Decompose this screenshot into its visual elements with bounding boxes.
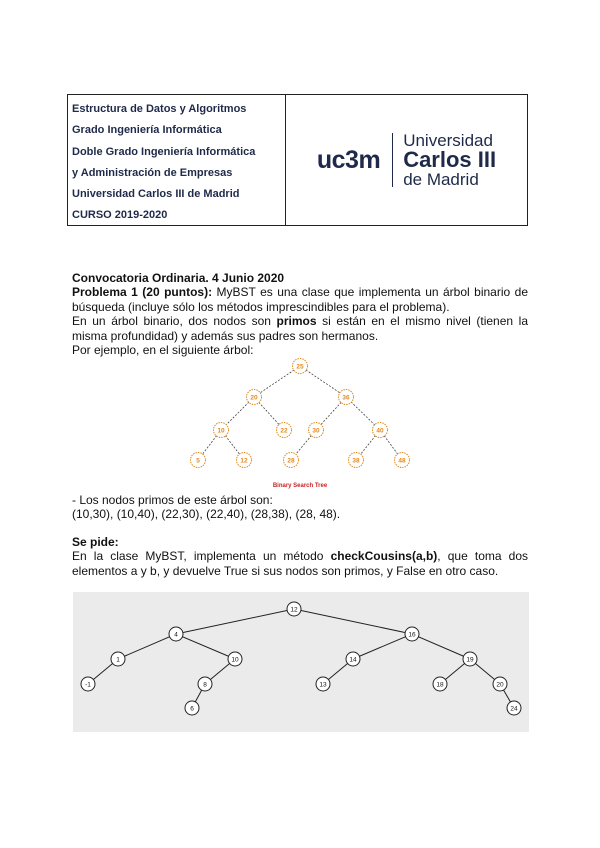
task-text [72, 549, 528, 578]
tree2-node-label: 20 [496, 681, 504, 689]
tree1-node [309, 423, 324, 438]
tree2-diagram [73, 592, 529, 732]
cousins-list: (10,30), (10,40), (22,30), (22,40), (28,38), (28, 48). [72, 507, 341, 521]
tree1-node-label: 12 [240, 457, 248, 465]
tree2-node-label: 10 [231, 656, 239, 664]
tree2-node-label: 4 [174, 631, 178, 639]
tree1-node-label: 25 [296, 363, 304, 371]
cousins-intro: - Los nodos primos de este árbol son: [72, 493, 273, 507]
tree1-node-label: 28 [287, 457, 295, 465]
logo-line2: Carlos III [403, 147, 497, 172]
tree1-node [191, 453, 206, 468]
tree2-node [169, 627, 183, 641]
tree2-node-label: 13 [319, 681, 327, 689]
tree2-node [228, 652, 242, 666]
tree1-node [339, 390, 354, 405]
exam-title: Convocatoria Ordinaria. 4 Junio 2020 [72, 271, 285, 285]
tree2-node [346, 652, 360, 666]
tree2-node-label: 8 [203, 681, 207, 689]
tree1-diagram [170, 352, 430, 492]
logo-short: uc3m [316, 145, 381, 174]
tree1-node-label: 48 [398, 457, 406, 465]
tree2-node-label: 18 [436, 681, 444, 689]
tree2-node [111, 652, 125, 666]
tree1-node [237, 453, 252, 468]
tree2-background [73, 592, 529, 732]
logo-line3: de Madrid [403, 170, 479, 189]
logo-divider [392, 133, 393, 187]
tree2-node-label: 24 [510, 705, 518, 713]
task-heading: Se pide: [72, 535, 119, 549]
tree1-node [247, 390, 262, 405]
tree1-node [349, 453, 364, 468]
logo-line1: Universidad [403, 131, 493, 150]
problem-text: MyBST es una clase que implementa un árbol binario de búsqueda (incluye sólo los métodos imprescindibles para el problema). [72, 285, 528, 314]
tree1-node-label: 22 [280, 427, 288, 435]
course-line: Universidad Carlos III de Madrid [72, 188, 240, 201]
method-name: checkCousins(a,b) [330, 549, 438, 563]
tree2-node-label: 16 [408, 631, 416, 639]
tree1-node-label: 36 [342, 394, 350, 402]
tree1-node [395, 453, 410, 468]
tree2-node [287, 602, 301, 616]
problem-statement [72, 285, 528, 314]
tree1-node [277, 423, 292, 438]
course-line: Estructura de Datos y Algoritmos [72, 103, 247, 115]
course-line: y Administración de Empresas [72, 166, 233, 179]
tree2-node [405, 627, 419, 641]
university-logo [286, 95, 527, 225]
tree1-nodes [191, 359, 410, 468]
tree1-node-label: 10 [217, 427, 225, 435]
task-text-part: En la clase MyBST, implementa un método [72, 549, 331, 563]
tree1-node [214, 423, 229, 438]
tree2-node-label: 19 [466, 656, 474, 664]
tree2-node [81, 677, 95, 691]
course-info [68, 95, 286, 225]
tree2-node-label: 1 [116, 656, 120, 664]
tree2-node-label: 12 [290, 606, 298, 614]
tree1-node-label: 40 [376, 427, 384, 435]
tree2-node [507, 701, 521, 715]
tree1-node-label: 20 [250, 394, 258, 402]
course-line: CURSO 2019-2020 [72, 209, 168, 222]
tree1-node-label: 30 [312, 427, 320, 435]
example-intro: Por ejemplo, en el siguiente árbol: [72, 343, 254, 357]
tree1-edge [254, 366, 300, 397]
tree2-node-label: -1 [85, 681, 91, 689]
task-text-part: , que toma dos elementos a y b, y devuelve True si sus nodos son primos, y False en otro caso. [72, 549, 529, 578]
tree1-node-label: 5 [196, 457, 200, 465]
tree1-edge [300, 366, 346, 397]
definition-text: si están en el mismo nivel (tienen la misma profundidad) y además sus padres son hermanos. [72, 314, 528, 343]
tree1-node [293, 359, 308, 374]
tree2-node-label: 6 [190, 705, 194, 713]
definition-text: En un árbol binario, dos nodos son [72, 314, 277, 328]
tree2-node [316, 677, 330, 691]
tree1-node [284, 453, 299, 468]
cousin-definition [72, 314, 528, 343]
tree2-node-label: 14 [349, 656, 357, 664]
tree1-caption: Binary Search Tree [272, 483, 328, 489]
problem-label: Problema 1 (20 puntos): [72, 285, 213, 299]
tree1-node [373, 423, 388, 438]
tree2-node [493, 677, 507, 691]
course-line: Grado Ingeniería Informática [72, 124, 222, 137]
tree2-node [185, 701, 199, 715]
definition-keyword: primos [276, 314, 317, 328]
course-line: Doble Grado Ingeniería Informática [72, 145, 256, 158]
tree2-node [433, 677, 447, 691]
tree1-edges [198, 366, 402, 460]
header-table [67, 94, 528, 226]
tree2-node [463, 652, 477, 666]
tree2-node [198, 677, 212, 691]
tree1-node-label: 38 [352, 457, 360, 465]
